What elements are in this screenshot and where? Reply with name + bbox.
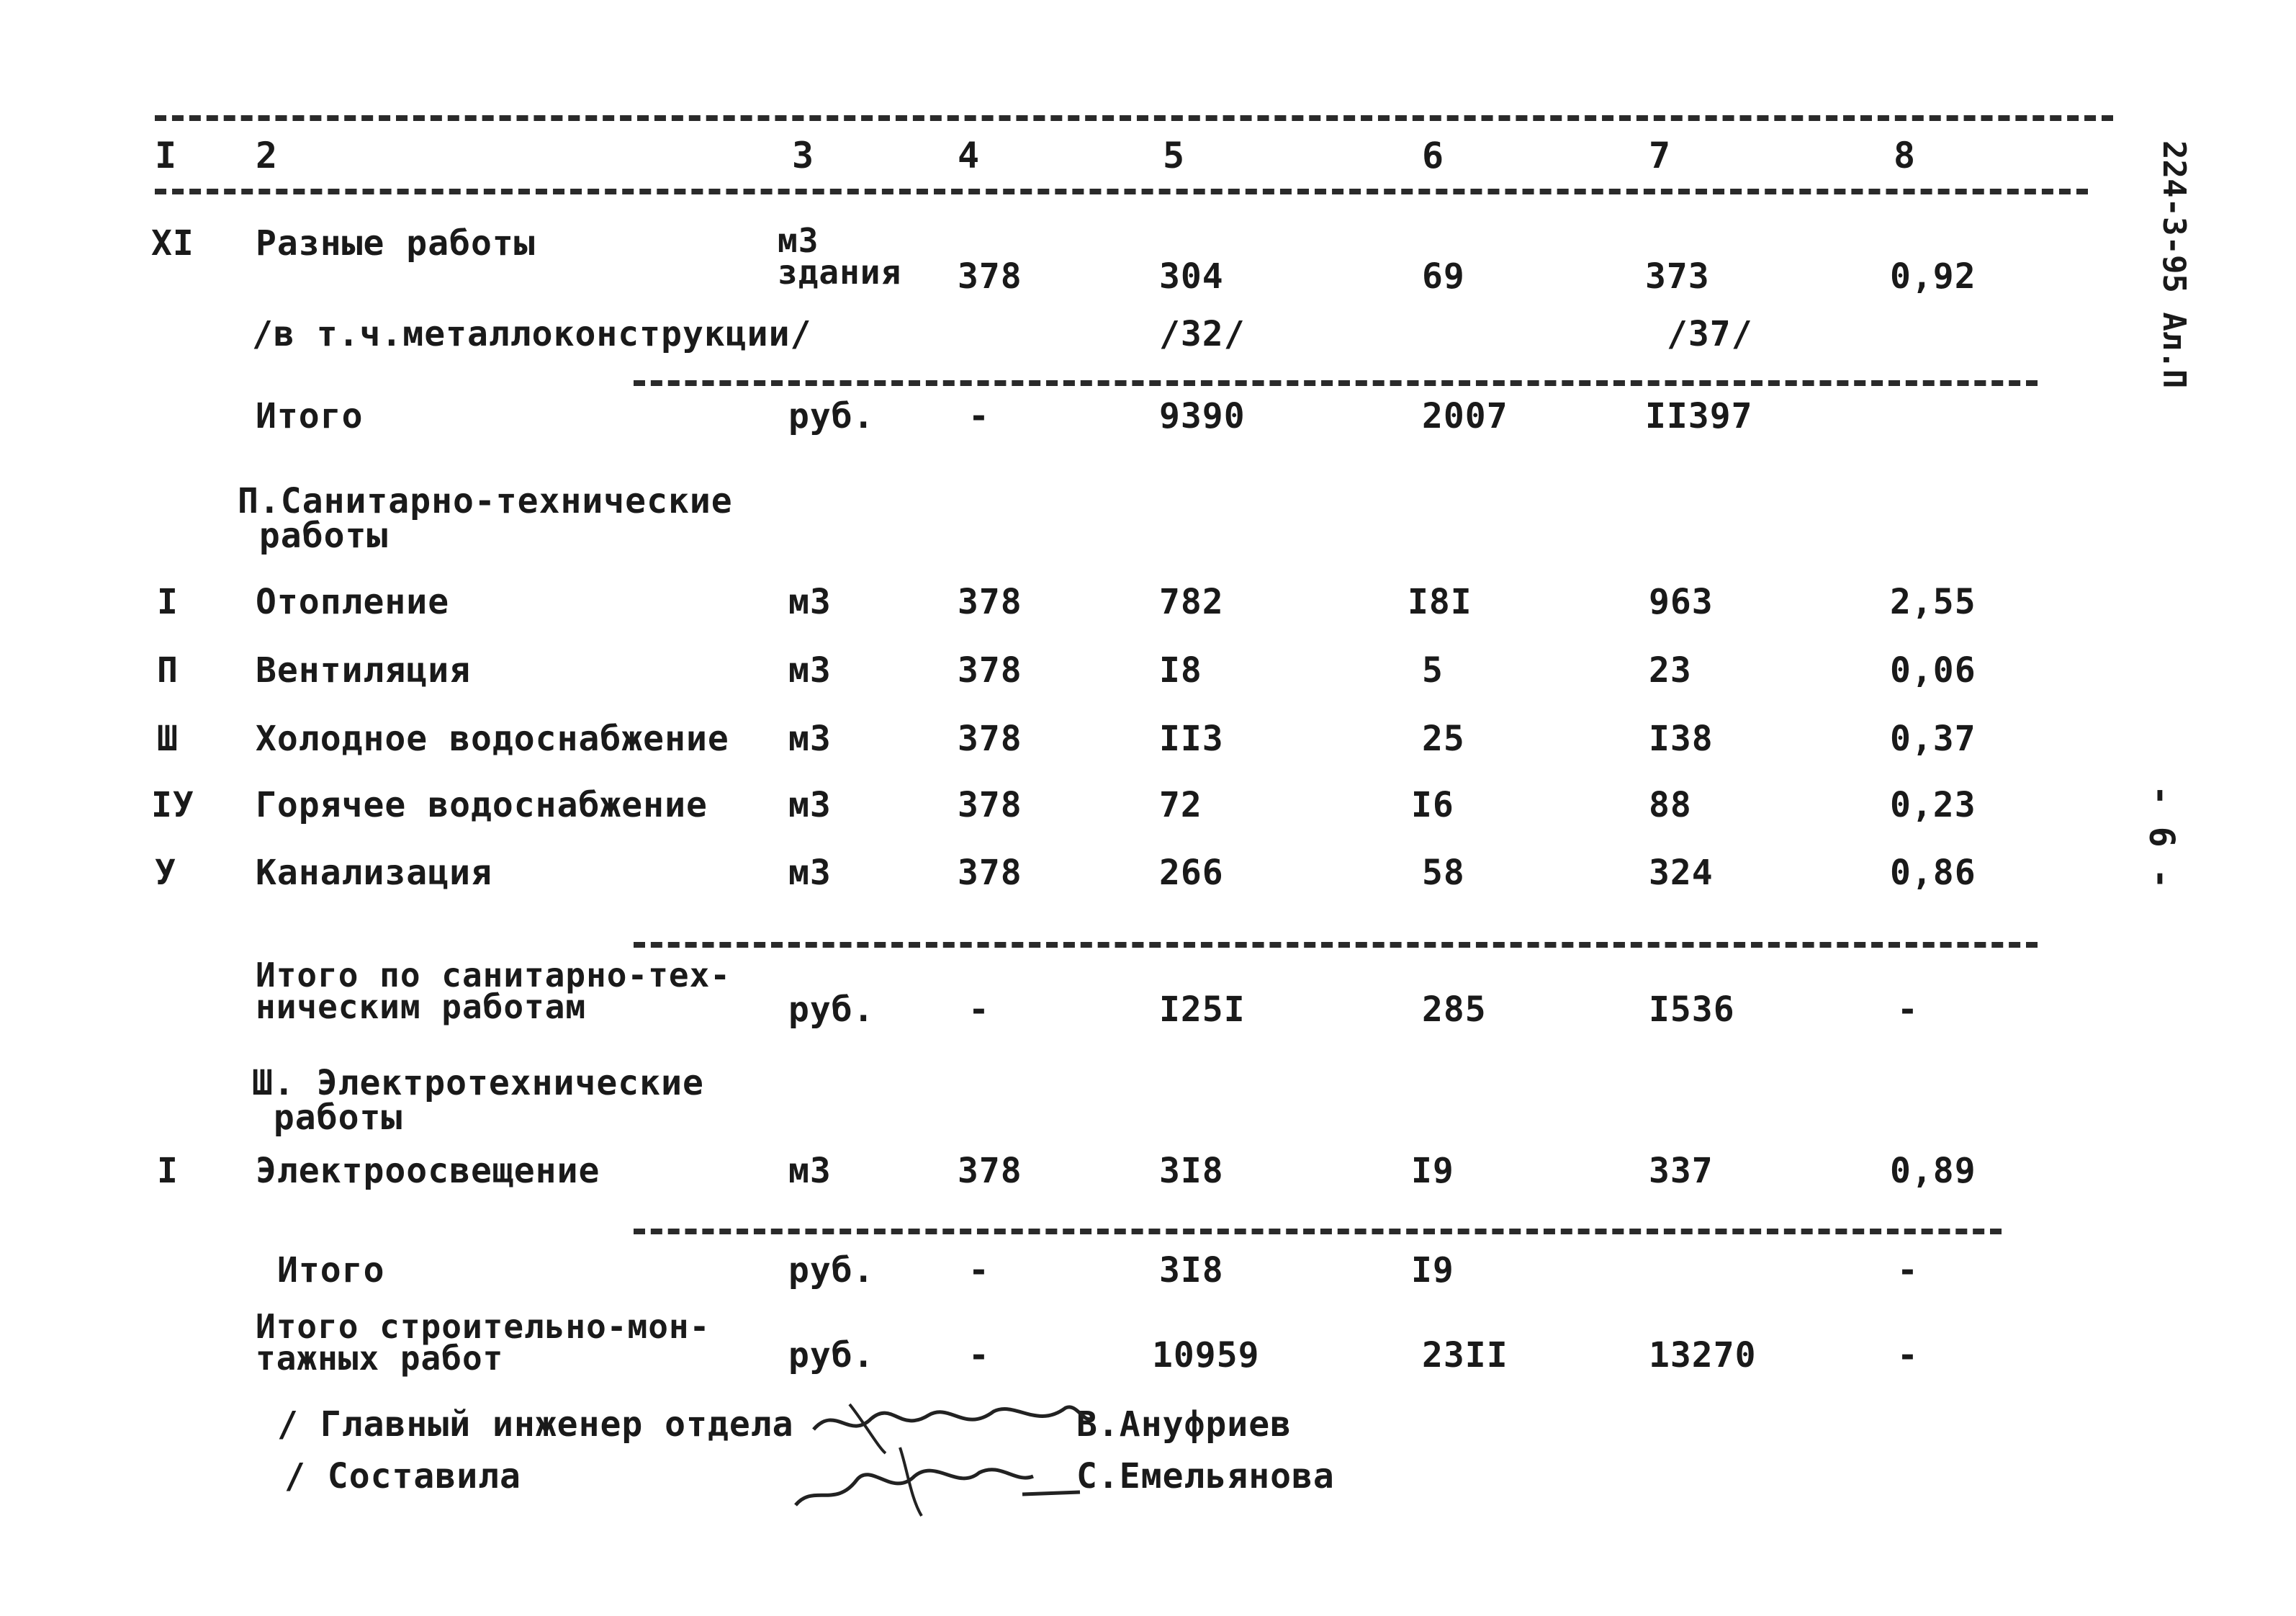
cell-col5: II3 <box>1159 719 1224 759</box>
document-code: 224-3-95 Ал.П <box>2156 140 2192 389</box>
unit: м3 здания <box>778 221 902 292</box>
cell-col5: 3I8 <box>1159 1151 1224 1191</box>
subtotal-rule <box>634 1229 2002 1234</box>
unit: м3 <box>788 785 832 825</box>
cell-col5: 10959 <box>1152 1335 1260 1375</box>
row-number: I <box>157 582 179 622</box>
cell-col8: - <box>1897 1250 1919 1290</box>
unit: м3 <box>788 853 832 893</box>
cell-col7: /37/ <box>1667 314 1753 354</box>
cell-col5: 266 <box>1159 853 1224 893</box>
cell-col7: 23 <box>1649 650 1692 691</box>
cell-col6: 5 <box>1422 650 1444 691</box>
work-name: Холодное водоснабжение <box>256 719 729 759</box>
cell-col8: 2,55 <box>1890 582 1976 622</box>
work-name: Разные работы <box>256 223 536 264</box>
cell-col5: I25I <box>1159 989 1246 1030</box>
cell-col8: - <box>1897 989 1919 1030</box>
header-bottom-rule <box>155 189 2088 194</box>
section-title: П.Санитарно-технические работы <box>238 481 733 556</box>
cell-col4: 378 <box>958 719 1022 759</box>
cell-col6: 25 <box>1422 719 1465 759</box>
work-name: Отопление <box>256 582 450 622</box>
unit: м3 <box>788 1151 832 1191</box>
cell-col6: 23II <box>1422 1335 1508 1375</box>
work-name: Канализация <box>256 853 492 893</box>
cell-col4: 378 <box>958 256 1022 297</box>
cell-col4: - <box>968 1250 990 1290</box>
col-header-6: 6 <box>1422 135 1445 176</box>
page-number: - 6 - <box>2141 785 2182 889</box>
cell-col4: - <box>968 989 990 1030</box>
work-name: Итого <box>256 396 364 436</box>
chief-engineer-title: / Главный инженер отдела <box>277 1404 794 1445</box>
cell-col8: 0,89 <box>1890 1151 1976 1191</box>
cell-col5: /32/ <box>1159 314 1246 354</box>
cell-col5: 3I8 <box>1159 1250 1224 1290</box>
cell-col5: I8 <box>1159 650 1202 691</box>
compiler-name: С.Емельянова <box>1076 1456 1335 1496</box>
unit: руб. <box>788 1335 875 1375</box>
cell-col7: 13270 <box>1649 1335 1757 1375</box>
cell-col6: I9 <box>1411 1250 1454 1290</box>
row-number: П <box>157 650 179 691</box>
work-name: Горячее водоснабжение <box>256 785 708 825</box>
cell-col6: 285 <box>1422 989 1487 1030</box>
compiler-signature <box>785 1440 1087 1520</box>
cell-col4: - <box>968 1335 990 1375</box>
cell-col5: 304 <box>1159 256 1224 297</box>
cell-col7: 337 <box>1649 1151 1714 1191</box>
subtotal-rule <box>634 380 2038 386</box>
cell-col6: 2007 <box>1422 396 1508 436</box>
cell-col5: 72 <box>1159 785 1202 825</box>
cell-col6: 69 <box>1422 256 1465 297</box>
cell-col6: I8I <box>1408 582 1472 622</box>
row-number: XI <box>151 223 194 264</box>
col-header-4: 4 <box>958 135 981 176</box>
compiler-title: / Составила <box>284 1456 521 1496</box>
cell-col7: 88 <box>1649 785 1692 825</box>
cell-col6: I6 <box>1411 785 1454 825</box>
cell-col8: - <box>1897 1335 1919 1375</box>
cell-col4: 378 <box>958 582 1022 622</box>
work-name: Электроосвещение <box>256 1151 600 1191</box>
unit: м3 <box>788 650 832 691</box>
cell-col5: 9390 <box>1159 396 1246 436</box>
cell-col6: I9 <box>1411 1151 1454 1191</box>
cell-col7: 324 <box>1649 853 1714 893</box>
work-name: Итого <box>277 1250 385 1290</box>
cell-col8: 0,23 <box>1890 785 1976 825</box>
cell-col8: 0,37 <box>1890 719 1976 759</box>
row-number: IУ <box>151 785 194 825</box>
cell-col7: I38 <box>1649 719 1714 759</box>
subtotal-rule <box>634 942 2038 948</box>
cell-col4: 378 <box>958 785 1022 825</box>
cell-col4: 378 <box>958 1151 1022 1191</box>
cell-col7: II397 <box>1645 396 1753 436</box>
cell-col6: 58 <box>1422 853 1465 893</box>
row-number: Ш <box>157 719 179 759</box>
col-header-3: 3 <box>792 135 815 176</box>
unit: руб. <box>788 396 875 436</box>
col-header-2: 2 <box>256 135 279 176</box>
cell-col8: 0,86 <box>1890 853 1976 893</box>
col-header-8: 8 <box>1894 135 1917 176</box>
cell-col7: I536 <box>1649 989 1735 1030</box>
cell-col8: 0,06 <box>1890 650 1976 691</box>
work-name: /в т.ч.металлоконструкции/ <box>252 314 812 354</box>
row-number: I <box>157 1151 179 1191</box>
cell-col4: 378 <box>958 853 1022 893</box>
cell-col8: 0,92 <box>1890 256 1976 297</box>
cell-col4: - <box>968 396 990 436</box>
cell-col5: 782 <box>1159 582 1224 622</box>
work-name: Итого по санитарно-тех- ническим работам <box>256 956 731 1026</box>
unit: руб. <box>788 1250 875 1290</box>
chief-engineer-name: В.Ануфриев <box>1076 1404 1292 1445</box>
col-header-1: I <box>155 135 178 176</box>
section-title: Ш. Электротехнические работы <box>252 1063 704 1138</box>
work-name: Итого строительно-мон- тажных работ <box>256 1307 711 1378</box>
header-top-rule <box>155 115 2113 121</box>
cell-col7: 373 <box>1645 256 1710 297</box>
work-name: Вентиляция <box>256 650 471 691</box>
col-header-5: 5 <box>1163 135 1186 176</box>
row-number: У <box>155 853 176 893</box>
unit: м3 <box>788 582 832 622</box>
unit: руб. <box>788 989 875 1030</box>
cell-col4: 378 <box>958 650 1022 691</box>
unit: м3 <box>788 719 832 759</box>
cell-col7: 963 <box>1649 582 1714 622</box>
col-header-7: 7 <box>1649 135 1672 176</box>
